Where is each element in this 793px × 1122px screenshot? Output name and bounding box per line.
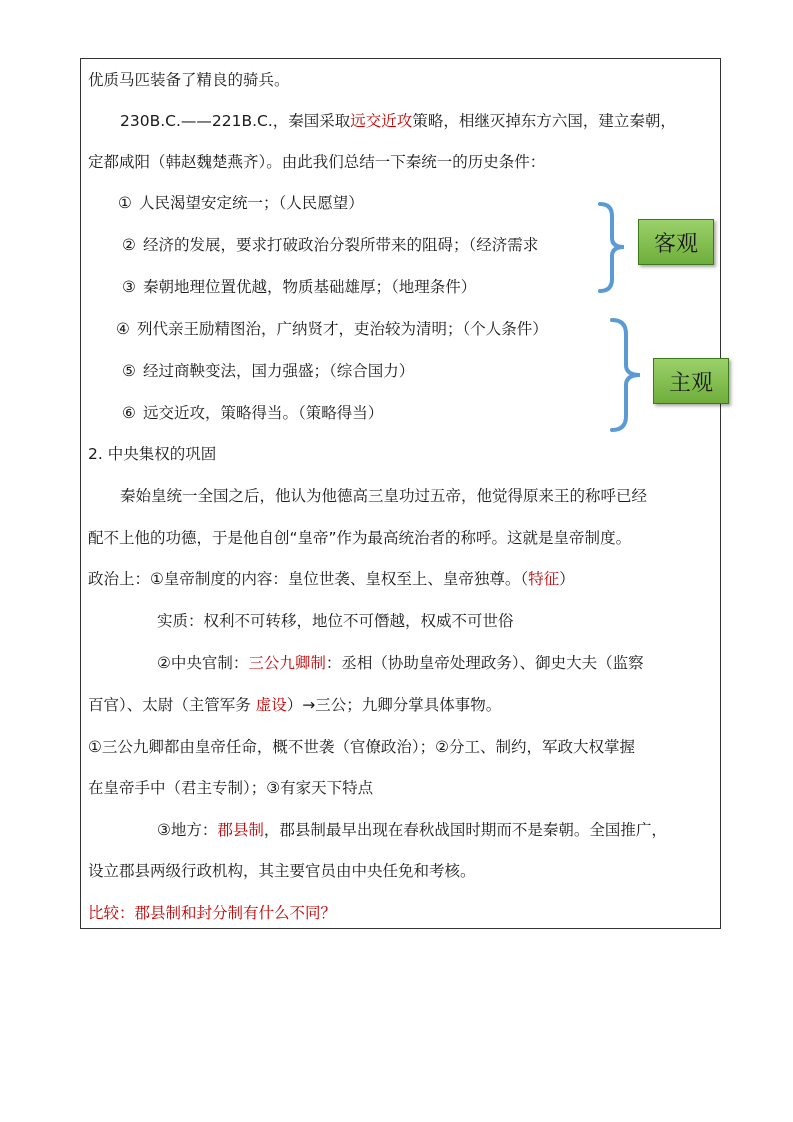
highlight-text: 虚设 xyxy=(255,696,287,714)
text-segment: ：丞相（协助皇帝处理政务）、御史大夫（监察 xyxy=(325,654,644,672)
question-line: 比较：郡县制和封分制有什么不同？ xyxy=(88,904,337,922)
text-line xyxy=(157,653,644,673)
highlight-text: 远交近攻 xyxy=(350,112,413,130)
condition-number: ③ xyxy=(122,278,136,296)
text-line xyxy=(88,569,575,589)
condition-text: 人民渴望安定统一；（人民愿望） xyxy=(138,194,364,212)
condition-number: ④ xyxy=(116,320,130,338)
condition-item xyxy=(114,319,548,339)
right-brace-icon xyxy=(596,200,632,295)
condition-number: ① xyxy=(118,194,132,212)
condition-number: ⑥ xyxy=(122,404,136,422)
text-line: 在皇帝手中（君主专制）；③有家天下特点 xyxy=(88,779,374,797)
text-line: 优质马匹装备了精良的骑兵。 xyxy=(88,71,290,89)
text-line: ①三公九卿都由皇帝任命，概不世袭（官僚政治）；②分工、制约，军政大权掌握 xyxy=(88,738,636,756)
condition-text: 列代亲王励精图治，广纳贤才，吏治较为清明；（个人条件） xyxy=(136,320,548,338)
text-line: 定都咸阳（韩赵魏楚燕齐）。由此我们总结一下秦统一的历史条件： xyxy=(88,153,546,171)
condition-number: ② xyxy=(122,236,136,254)
section-heading: 2. 中央集权的巩固 xyxy=(88,445,217,463)
text-line: 实质：权利不可转移，地位不可僭越，权威不可世俗 xyxy=(157,612,514,630)
text-segment: ） xyxy=(559,570,575,588)
text-segment: ，郡县制最早出现在春秋战国时期而不是秦朝。全国推广， xyxy=(263,821,667,839)
text-line xyxy=(120,111,676,131)
right-brace-icon xyxy=(608,316,648,434)
text-line: 设立郡县两级行政机构，其主要官员由中央任免和考核。 xyxy=(88,862,476,880)
text-segment: 百官）、太尉（主管军务 xyxy=(88,696,256,714)
condition-text: 秦朝地理位置优越，物质基础雄厚；（地理条件） xyxy=(142,278,477,296)
objective-tag: 客观 xyxy=(638,219,714,265)
condition-item xyxy=(116,193,364,213)
condition-item xyxy=(120,277,476,297)
text-line xyxy=(157,820,667,840)
text-segment: 政治上：①皇帝制度的内容：皇位世袭、皇权至上、皇帝独尊。（ xyxy=(88,570,529,588)
text-line: 配不上他的功德，于是他自创“皇帝”作为最高统治者的称呼。这就是皇帝制度。 xyxy=(88,529,632,547)
text-segment: ②中央官制： xyxy=(157,654,249,672)
condition-text: 经过商鞅变法，国力强盛；（综合国力） xyxy=(142,362,415,380)
condition-number: ⑤ xyxy=(122,362,136,380)
condition-item xyxy=(120,235,538,255)
subjective-tag: 主观 xyxy=(653,358,729,404)
highlight-text: 特征 xyxy=(528,570,560,588)
highlight-text: 郡县制 xyxy=(217,821,264,839)
condition-text: 远交近攻，策略得当。（策略得当） xyxy=(142,404,384,422)
condition-text: 经济的发展，要求打破政治分裂所带来的阻碍；（经济需求 xyxy=(142,236,539,254)
condition-item xyxy=(120,361,414,381)
highlight-text: 三公九卿制 xyxy=(248,654,326,672)
text-segment: 230B.C.——221B.C.，秦国采取 xyxy=(120,112,351,130)
condition-item xyxy=(120,403,383,423)
text-line: 秦始皇统一全国之后，他认为他德高三皇功过五帝，他觉得原来王的称呼已经 xyxy=(120,487,648,505)
text-segment: ③地方： xyxy=(157,821,218,839)
text-segment: ）→三公；九卿分掌具体事物。 xyxy=(286,696,502,714)
text-line xyxy=(88,695,501,715)
text-segment: 策略，相继灭掉东方六国，建立秦朝， xyxy=(412,112,676,130)
